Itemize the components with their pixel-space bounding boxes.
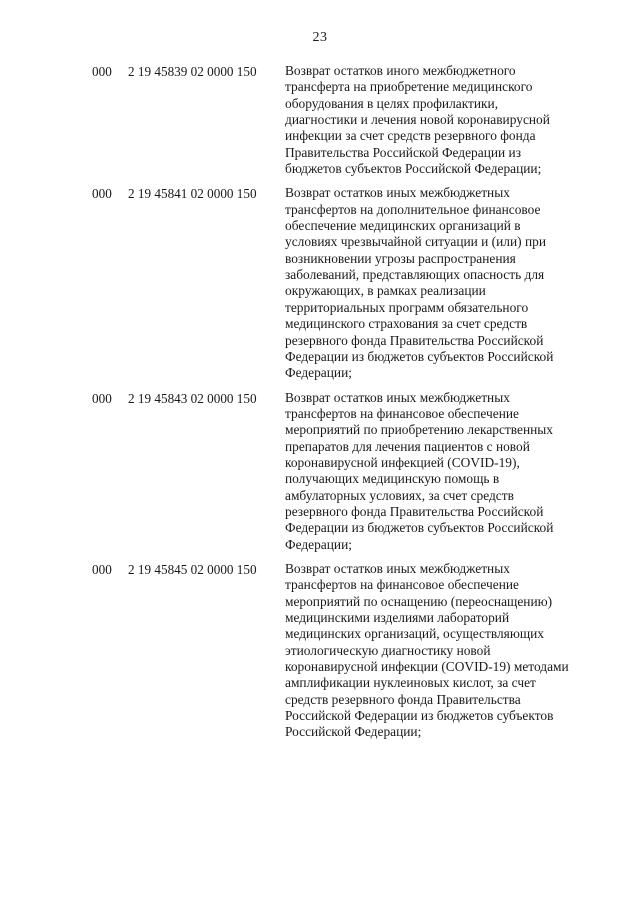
budget-classification-code: 2 19 45845 02 0000 150 [128,561,257,577]
description-line: Федерации из бюджетов субъектов Российской [285,520,554,536]
code-description [285,561,590,741]
budget-code-row [0,63,640,177]
description-line: этиологическую диагностику новой [285,642,491,658]
description-line: мероприятий по оснащению (переоснащению) [285,593,553,609]
description-line: Возврат остатков иного межбюджетного [285,63,516,78]
description-line: Российской Федерации из бюджетов субъектов [285,708,554,724]
description-line: окружающих, в рамках реализации [285,283,486,299]
description-line: трансферта на приобретение медицинского [285,79,533,95]
description-line: условиях чрезвычайной ситуации и (или) при [285,234,546,250]
description-line: средств резервного фонда Правительства [285,691,521,707]
description-line: коронавирусной инфекции (COVID-19) методами [285,659,569,675]
budget-classification-code: 2 19 45843 02 0000 150 [128,390,257,406]
description-line: трансфертов на финансовое обеспечение [285,577,519,593]
budget-classification-code: 2 19 45839 02 0000 150 [128,64,257,79]
description-line: Возврат остатков иных межбюджетных [285,560,510,576]
description-line: оборудования в целях профилактики, [285,95,499,111]
code-description [285,185,590,381]
description-line: Возврат остатков иных межбюджетных [285,185,510,201]
description-line: бюджетов субъектов Российской Федерации; [285,161,542,177]
description-line: коронавирусной инфекцией (COVID-19), [285,454,520,470]
description-line: заболеваний, представляющих опасность для [285,267,545,283]
description-line: Федерации; [285,536,352,552]
description-line: медицинских организаций, осуществляющих [285,626,544,642]
description-line: резервного фонда Правительства Российской [285,332,544,348]
code-description [285,63,590,177]
description-line: Правительства Российской Федерации из [285,144,521,160]
description-line: инфекции за счет средств резервного фонда [285,128,536,144]
code-description [285,390,590,553]
description-line: Российской Федерации; [285,724,422,740]
admin-code: 000 [92,186,112,202]
description-line: амбулаторных условиях, за счет средств [285,487,514,503]
description-line: амплификации нуклеиновых кислот, за счет [285,675,536,691]
budget-code-row [0,390,640,553]
description-line: трансфертов на финансовое обеспечение [285,405,519,421]
description-line: Возврат остатков иных межбюджетных [285,389,510,405]
description-line: мероприятий по приобретению лекарственных [285,422,553,438]
page-number: 23 [312,30,328,45]
description-line: диагностики и лечения новой коронавирусной [285,112,550,128]
budget-code-row [0,561,640,741]
description-line: обеспечение медицинских организаций в [285,218,521,234]
description-line: территориальных программ обязательного [285,299,529,315]
admin-code: 000 [92,64,112,79]
description-line: медицинскими изделиями лабораторий [285,610,510,625]
description-line: трансфертов на дополнительное финансовое [285,201,541,217]
description-line: медицинского страхования за счет средств [285,316,528,332]
admin-code: 000 [92,561,112,577]
admin-code: 000 [92,390,112,406]
description-line: Федерации из бюджетов субъектов Российской [285,348,554,364]
description-line: получающих медицинскую помощь в [285,471,500,487]
description-line: препаратов для лечения пациентов с новой [285,438,530,454]
description-line: возникновении угрозы распространения [285,250,516,266]
description-line: резервного фонда Правительства Российской [285,503,544,519]
budget-code-row [0,185,640,381]
description-line: Федерации; [285,365,352,381]
budget-code-list [0,63,640,741]
budget-classification-code: 2 19 45841 02 0000 150 [128,186,257,202]
